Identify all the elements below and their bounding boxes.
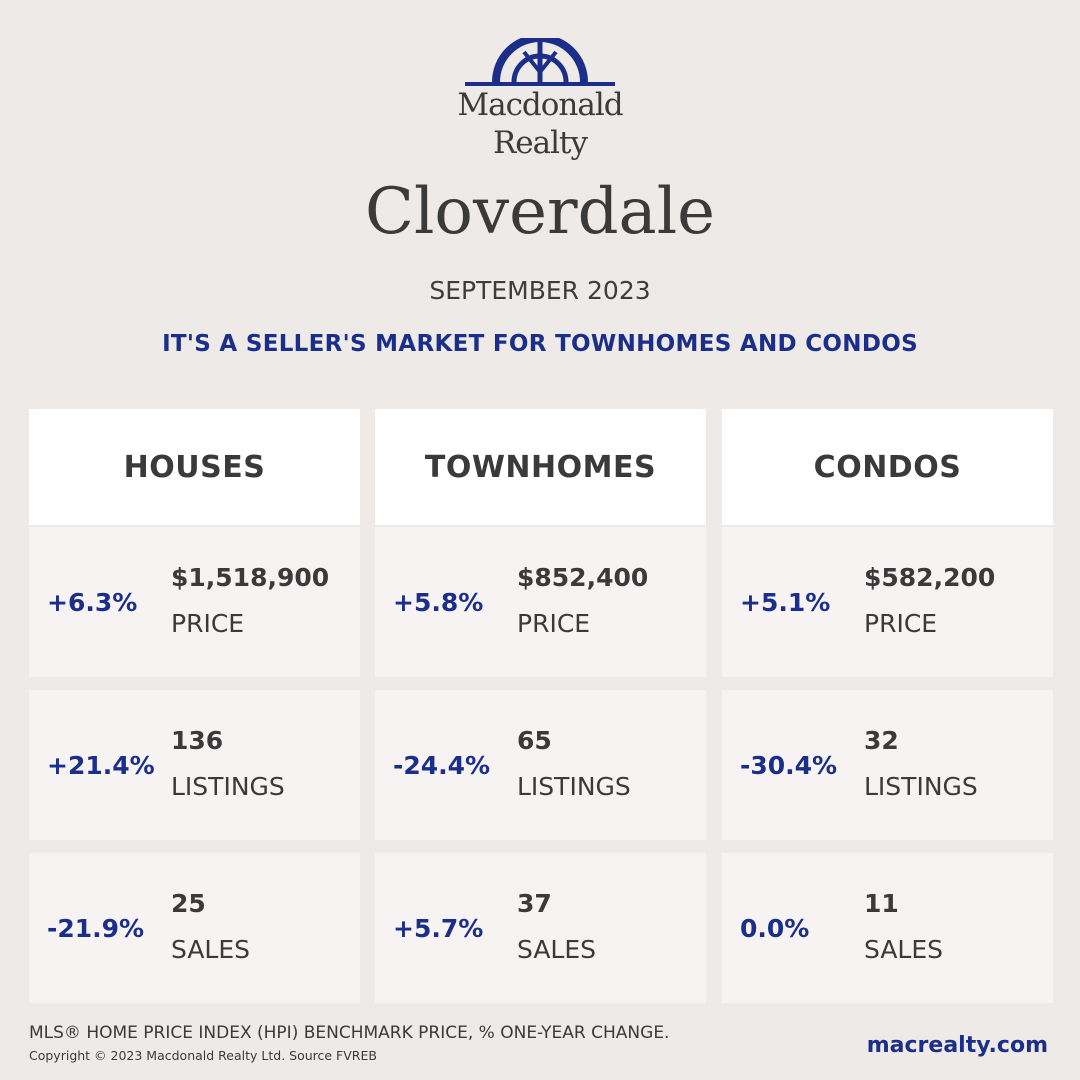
sun-arch-logo-icon xyxy=(464,38,616,88)
stat-value: 65 xyxy=(517,726,552,755)
stat-value: 25 xyxy=(171,889,206,918)
page-title: Cloverdale xyxy=(364,175,716,249)
stat-label: PRICE xyxy=(171,609,245,638)
methodology-footnote: MLS® HOME PRICE INDEX (HPI) BENCHMARK PRICE, % ONE-YEAR CHANGE. xyxy=(29,1023,670,1043)
percent-change: +5.8% xyxy=(393,587,484,617)
percent-change: +5.7% xyxy=(393,913,484,943)
stat-label: LISTINGS xyxy=(864,772,978,801)
sales-card xyxy=(375,853,706,1003)
website-link[interactable]: macrealty.com xyxy=(866,1033,1048,1058)
stat-label: PRICE xyxy=(517,609,591,638)
condos-column xyxy=(722,409,1053,964)
stat-label: PRICE xyxy=(864,609,938,638)
listings-card xyxy=(722,690,1053,840)
sales-card xyxy=(722,853,1053,1003)
stat-value: 11 xyxy=(864,889,899,918)
percent-change: +5.1% xyxy=(740,587,831,617)
stat-value: $1,518,900 xyxy=(171,563,330,592)
stat-label: SALES xyxy=(864,935,944,964)
report-date: SEPTEMBER 2023 xyxy=(429,276,651,305)
percent-change: +21.4% xyxy=(47,750,155,780)
stat-value: 32 xyxy=(864,726,899,755)
townhomes-column xyxy=(375,409,706,964)
market-headline: IT'S A SELLER'S MARKET FOR TOWNHOMES AND CONDOS xyxy=(162,331,918,357)
stat-label: LISTINGS xyxy=(171,772,285,801)
stat-value: 136 xyxy=(171,726,224,755)
brand-logo xyxy=(0,38,1080,168)
column-title: HOUSES xyxy=(29,409,360,525)
copyright-notice: Copyright © 2023 Macdonald Realty Ltd. Source FVREB xyxy=(29,1048,377,1063)
sales-card xyxy=(29,853,360,1003)
price-card xyxy=(375,527,706,677)
percent-change: -21.9% xyxy=(47,913,145,943)
stat-value: $852,400 xyxy=(517,563,649,592)
stat-label: LISTINGS xyxy=(517,772,631,801)
stat-label: SALES xyxy=(171,935,251,964)
column-title: TOWNHOMES xyxy=(375,409,706,525)
column-title: CONDOS xyxy=(722,409,1053,525)
listings-card xyxy=(375,690,706,840)
percent-change: -30.4% xyxy=(740,750,838,780)
houses-column xyxy=(29,409,360,964)
stat-value: 37 xyxy=(517,889,552,918)
price-card xyxy=(722,527,1053,677)
listings-card xyxy=(29,690,360,840)
stat-value: $582,200 xyxy=(864,563,996,592)
percent-change: +6.3% xyxy=(47,587,138,617)
logo-text-macdonald: Macdonald xyxy=(457,87,623,123)
percent-change: 0.0% xyxy=(740,913,810,943)
price-card xyxy=(29,527,360,677)
logo-text-realty: Realty xyxy=(492,125,588,161)
percent-change: -24.4% xyxy=(393,750,491,780)
stat-label: SALES xyxy=(517,935,597,964)
